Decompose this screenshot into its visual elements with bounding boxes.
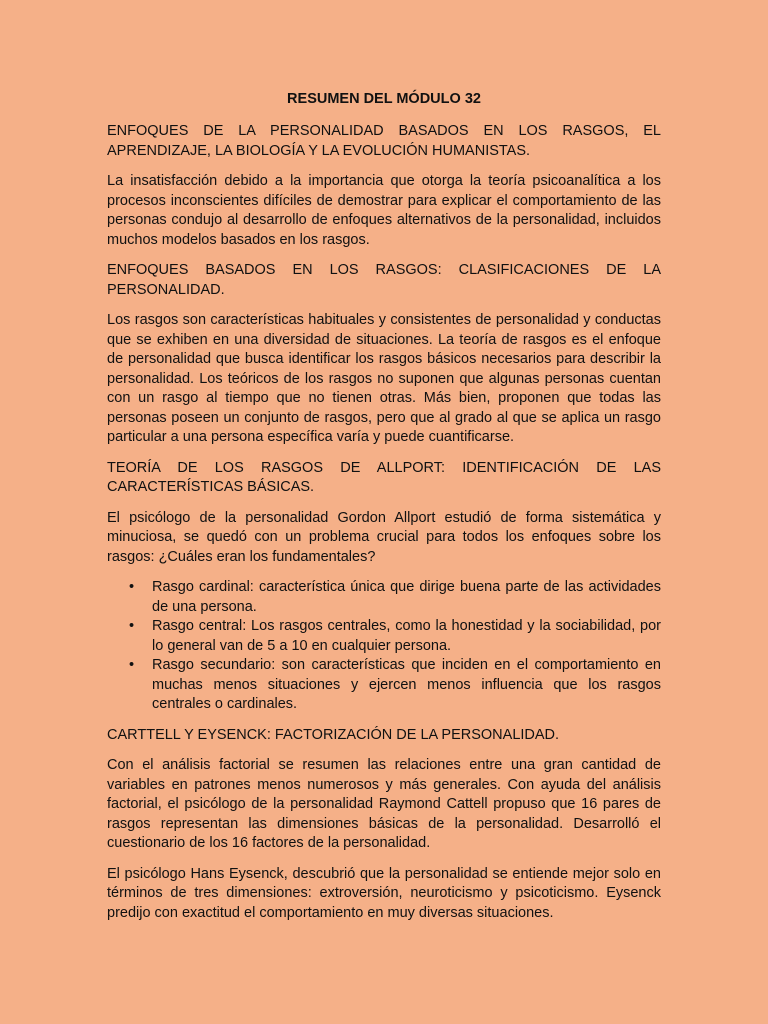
list-item-rasgo-secundario (129, 656, 661, 715)
paragraph-allport: El psicólogo de la personalidad Gordon Allport estudió de forma sistemática y minuciosa, se quedó con un problema crucial para todos los enfoques sobre los rasgos: ¿Cuáles eran los fundamentales? (107, 509, 661, 565)
bullet-icon: • (129, 657, 135, 673)
bullet-icon: • (129, 579, 135, 595)
list-item-text: Rasgo central: Los rasgos centrales, como la honestidad y la sociabilidad, por lo general van de 5 a 10 en cualquier persona. (152, 618, 661, 654)
list-item-text: Rasgo cardinal: característica única que dirige buena parte de las actividades de una persona. (152, 579, 661, 615)
section-heading-rasgos: ENFOQUES BASADOS EN LOS RASGOS: CLASIFICACIONES DE LA PERSONALIDAD. (107, 262, 661, 298)
page-title: RESUMEN DEL MÓDULO 32 (287, 91, 481, 107)
paragraph-analisis-factorial: Con el análisis factorial se resumen las relaciones entre una gran cantidad de variables en patrones menos numerosos y más generales. Con ayuda del análisis factorial, el psicólogo de la personalidad Raymond Cattell propuso que 16 pares de rasgos representan las dimensiones básicas de la personalidad. Desarrolló el cuestionario de los 16 factores de la personalidad. (107, 757, 661, 851)
section-heading-cattell-eysenck: CARTTELL Y EYSENCK: FACTORIZACIÓN DE LA PERSONALIDAD. (107, 726, 560, 743)
list-item-rasgo-cardinal (129, 578, 661, 617)
bullet-icon: • (129, 618, 135, 634)
paragraph-rasgos: Los rasgos son características habituales y consistentes de personalidad y conductas que se exhiben en una diversidad de situaciones. La teoría de rasgos es el enfoque de personalidad que busca identificar los rasgos básicos necesarios para describir la personalidad. Los teóricos de los rasgos no suponen que algunas personas cuentan con un rasgo al tiempo que no tienen otras. Más bien, proponen que todas las personas poseen un conjunto de rasgos, pero que al grado al que se aplica un rasgo particular a una persona específica varía y puede cuantificarse. (107, 312, 661, 445)
paragraph-eysenck: El psicólogo Hans Eysenck, descubrió que la personalidad se entiende mejor solo en términos de tres dimensiones: extroversión, neuroticismo y psicoticismo. Eysenck predijo con exactitud el comportamiento en muy diversas situaciones. (107, 865, 661, 921)
trait-bullet-list (107, 578, 661, 715)
section-heading-enfoques: ENFOQUES DE LA PERSONALIDAD BASADOS EN LOS RASGOS, EL APRENDIZAJE, LA BIOLOGÍA Y LA EVOLUCIÓN HUMANISTAS. (107, 123, 661, 159)
paragraph-insatisfaccion: La insatisfacción debido a la importancia que otorga la teoría psicoanalítica a los procesos inconscientes difíciles de demostrar para explicar el comportamiento de las personas condujo al desarrollo de enfoques alternativos de la personalidad, incluidos muchos modelos basados en los rasgos. (107, 173, 661, 248)
section-heading-allport: TEORÍA DE LOS RASGOS DE ALLPORT: IDENTIFICACIÓN DE LAS CARACTERÍSTICAS BÁSICAS. (107, 459, 661, 495)
list-item-text: Rasgo secundario: son características que inciden en el comportamiento en muchas menos situaciones y ejercen menos influencia que los rasgos centrales o cardinales. (152, 657, 661, 712)
list-item-rasgo-central (129, 617, 661, 656)
